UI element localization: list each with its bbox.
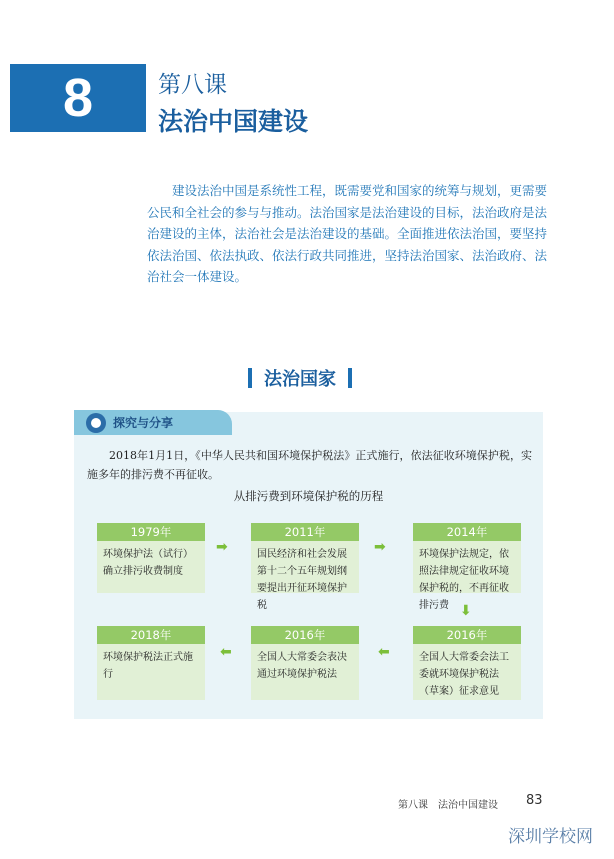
arrow-left-icon: ⬅ [378,644,390,660]
activity-tab-label: 探究与分享 [113,416,174,430]
lesson-number: 8 [62,68,94,128]
timeline-card-2011 [251,523,359,611]
activity-tab [74,410,232,435]
timeline-card-text: 环境保护法（试行）确立排污收费制度 [103,549,193,577]
timeline-card-year: 2011年 [251,523,359,541]
arrow-left-icon: ⬅ [220,644,232,660]
arrow-down-icon: ⬇ [460,603,472,619]
lesson-number-box [10,64,146,132]
timeline-card-year: 2016年 [251,626,359,644]
arrow-right-icon: ➡ [216,539,228,555]
timeline-card-text: 环境保护税法正式施行 [103,652,193,680]
timeline-card-year: 2018年 [97,626,205,644]
footer-chapter: 第八课 法治中国建设 [398,800,498,811]
lesson-label: 第八课 [158,72,227,98]
section-bar-left [248,368,252,388]
explore-share-icon [86,413,106,433]
section-bar-right [348,368,352,388]
timeline-card-1979 [97,523,205,593]
timeline-card-text: 国民经济和社会发展第十二个五年规划纲要提出开征环境保护税 [257,549,347,611]
diagram-title: 从排污费到环境保护税的历程 [233,489,384,503]
timeline-card-text: 环境保护法规定，依照法律规定征收环境保护税的，不再征收排污费 [419,549,509,611]
timeline-card-2014 [413,523,521,611]
arrow-right-icon: ➡ [374,539,386,555]
timeline-card-2016-vote [251,626,359,700]
watermark: 深圳学校网 [508,827,593,847]
section-header [248,365,352,391]
timeline-card-text: 全国人大常委会表决通过环境保护税法 [257,652,347,680]
lesson-title: 法治中国建设 [158,107,309,136]
activity-text: 2018年1月1日，《中华人民共和国环境保护税法》正式施行，依法征收环境保护税，实施多年的排污费不再征收。 [87,449,532,481]
timeline-card-2016-draft [413,626,521,700]
intro-paragraph: 建设法治中国是系统性工程，既需要党和国家的统筹与规划，更需要公民和全社会的参与与推动。法治国家是法治建设的目标，法治政府是法治建设的主体，法治社会是法治建设的基础。全面推进依法治国，要坚持依法治国、依法执政、依法行政共同推进，坚持法治国家、法治政府、法治社会一体建设。 [147,183,548,284]
timeline-card-year: 2016年 [413,626,521,644]
page-number: 83 [526,793,543,808]
timeline-card-year: 2014年 [413,523,521,541]
timeline-card-year: 1979年 [97,523,205,541]
timeline-card-text: 全国人大常委会法工委就环境保护税法（草案）征求意见 [419,652,509,697]
section-title: 法治国家 [264,369,336,390]
timeline-card-2018 [97,626,205,700]
